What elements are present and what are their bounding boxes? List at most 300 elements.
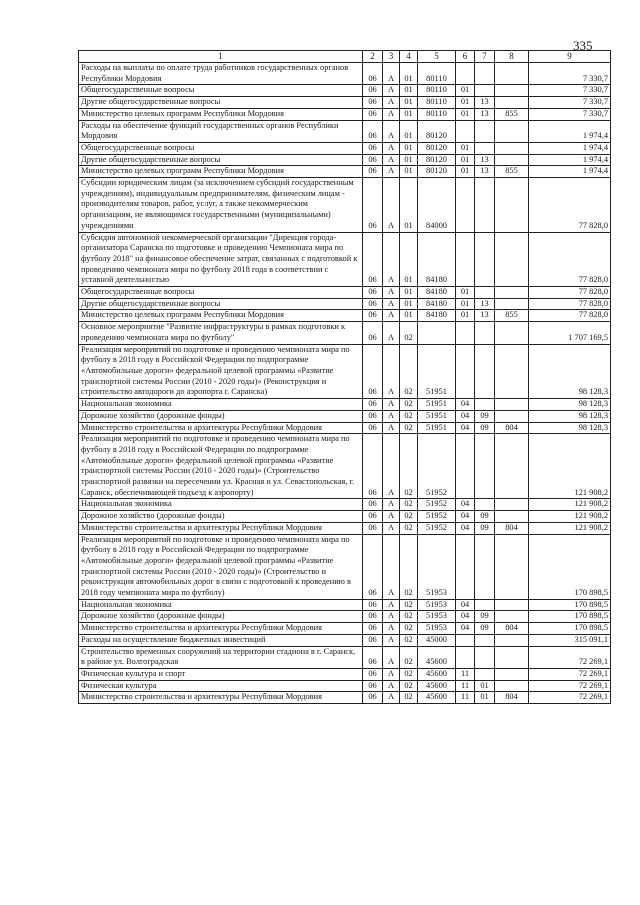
cell-col-subprogram-code: 01 <box>400 154 418 166</box>
cell-col-amount: 121 908,2 <box>529 522 611 534</box>
cell-col-amount: 98 128,3 <box>529 410 611 422</box>
header-col-ministry-code: 2 <box>363 51 383 63</box>
cell-col-name: Дорожное хозяйство (дорожные фонды) <box>79 511 363 523</box>
table-row <box>79 399 611 411</box>
cell-col-expense-code: 80110 <box>418 63 456 85</box>
cell-col-name: Министерство целевых программ Республики Мордовия <box>79 108 363 120</box>
cell-col-subprogram-code: 02 <box>400 534 418 599</box>
header-col-department: 8 <box>495 51 529 63</box>
table-row <box>79 692 611 704</box>
cell-col-subsection <box>475 344 495 399</box>
cell-col-subsection: 09 <box>475 611 495 623</box>
cell-col-amount: 77 828,0 <box>529 178 611 233</box>
cell-col-name: Дорожное хозяйство (дорожные фонды) <box>79 410 363 422</box>
cell-col-program-code: А <box>383 120 400 142</box>
cell-col-ministry-code: 06 <box>363 692 383 704</box>
cell-col-program-code: А <box>383 63 400 85</box>
table-row <box>79 85 611 97</box>
cell-col-name: Реализация мероприятий по подготовке и проведению чемпионата мира по футболу в 2018 году в Российской Федерации по подпрограмме «Автомобильные дороги» федеральной целевой программы «Развитие транспортной системы России (2010 - 2020 годы)» (Реконструкция и строительство автодороги до аэропорта г. Саранска) <box>79 344 363 399</box>
cell-col-expense-code: 84180 <box>418 310 456 322</box>
cell-col-section <box>456 178 475 233</box>
table-row <box>79 322 611 344</box>
cell-col-subsection <box>475 399 495 411</box>
cell-col-amount: 98 128,3 <box>529 422 611 434</box>
cell-col-subsection: 13 <box>475 108 495 120</box>
table-row <box>79 623 611 635</box>
cell-col-subprogram-code: 01 <box>400 287 418 299</box>
cell-col-amount: 7 330,7 <box>529 85 611 97</box>
cell-col-department: 804 <box>495 422 529 434</box>
table-row <box>79 178 611 233</box>
cell-col-name: Другие общегосударственные вопросы <box>79 154 363 166</box>
cell-col-subsection <box>475 120 495 142</box>
cell-col-ministry-code: 06 <box>363 344 383 399</box>
table-row <box>79 298 611 310</box>
header-col-name: 1 <box>79 51 363 63</box>
cell-col-amount: 98 128,3 <box>529 399 611 411</box>
table-row <box>79 668 611 680</box>
table-body <box>79 63 611 704</box>
cell-col-subsection: 01 <box>475 692 495 704</box>
cell-col-program-code: А <box>383 434 400 499</box>
cell-col-ministry-code: 06 <box>363 178 383 233</box>
cell-col-name: Национальная экономика <box>79 599 363 611</box>
cell-col-subsection <box>475 322 495 344</box>
cell-col-program-code: А <box>383 108 400 120</box>
cell-col-ministry-code: 06 <box>363 499 383 511</box>
cell-col-subprogram-code: 01 <box>400 97 418 109</box>
cell-col-program-code: А <box>383 142 400 154</box>
cell-col-subprogram-code: 01 <box>400 232 418 287</box>
cell-col-section: 01 <box>456 287 475 299</box>
cell-col-name: Общегосударственные вопросы <box>79 142 363 154</box>
cell-col-amount: 72 269,1 <box>529 692 611 704</box>
cell-col-subprogram-code: 02 <box>400 399 418 411</box>
cell-col-department <box>495 298 529 310</box>
cell-col-department <box>495 668 529 680</box>
cell-col-subsection: 09 <box>475 522 495 534</box>
cell-col-program-code: А <box>383 623 400 635</box>
cell-col-expense-code: 51951 <box>418 422 456 434</box>
cell-col-expense-code: 45600 <box>418 692 456 704</box>
cell-col-expense-code: 51953 <box>418 611 456 623</box>
cell-col-department <box>495 599 529 611</box>
cell-col-name: Строительство временных сооружений на территории стадиона в г. Саранск, в районе ул. Волгоградская <box>79 646 363 668</box>
cell-col-section: 04 <box>456 611 475 623</box>
table-row <box>79 97 611 109</box>
cell-col-section <box>456 322 475 344</box>
cell-col-amount: 170 898,5 <box>529 623 611 635</box>
table-row <box>79 522 611 534</box>
cell-col-subsection: 01 <box>475 680 495 692</box>
cell-col-expense-code: 45000 <box>418 634 456 646</box>
cell-col-department <box>495 399 529 411</box>
cell-col-name: Физическая культура <box>79 680 363 692</box>
cell-col-section <box>456 534 475 599</box>
cell-col-amount: 77 828,0 <box>529 310 611 322</box>
cell-col-ministry-code: 06 <box>363 522 383 534</box>
cell-col-amount: 72 269,1 <box>529 646 611 668</box>
cell-col-amount: 121 908,2 <box>529 499 611 511</box>
cell-col-subprogram-code: 02 <box>400 646 418 668</box>
cell-col-ministry-code: 06 <box>363 611 383 623</box>
cell-col-department: 804 <box>495 522 529 534</box>
cell-col-ministry-code: 06 <box>363 108 383 120</box>
cell-col-subsection: 13 <box>475 310 495 322</box>
cell-col-subsection: 13 <box>475 298 495 310</box>
cell-col-program-code: А <box>383 85 400 97</box>
table-row <box>79 63 611 85</box>
header-col-amount: 9 <box>529 51 611 63</box>
cell-col-program-code: А <box>383 511 400 523</box>
cell-col-expense-code: 80120 <box>418 142 456 154</box>
cell-col-amount: 1 974,4 <box>529 120 611 142</box>
cell-col-program-code: А <box>383 310 400 322</box>
cell-col-program-code: А <box>383 680 400 692</box>
cell-col-department: 804 <box>495 692 529 704</box>
cell-col-amount: 121 908,2 <box>529 434 611 499</box>
cell-col-name: Министерство строительства и архитектуры Республики Мордовия <box>79 522 363 534</box>
cell-col-section: 11 <box>456 680 475 692</box>
cell-col-section: 04 <box>456 511 475 523</box>
cell-col-name: Расходы на обеспечение функций государственных органов Республики Мордовия <box>79 120 363 142</box>
cell-col-name: Реализация мероприятий по подготовке и проведению чемпионата мира по футболу в 2018 году в Российской Федерации по подпрограмме «Автомобильные дороги» федеральной целевой программы «Развитие транспортной системы России (2010 - 2020 годы)» (Строительство и реконструкция автомобильных дорог в связи с подготовкой к проведению в 2018 году чемпионата мира по футболу) <box>79 534 363 599</box>
cell-col-subprogram-code: 02 <box>400 680 418 692</box>
cell-col-ministry-code: 06 <box>363 511 383 523</box>
cell-col-ministry-code: 06 <box>363 298 383 310</box>
cell-col-subprogram-code: 02 <box>400 634 418 646</box>
table-row <box>79 410 611 422</box>
cell-col-ministry-code: 06 <box>363 434 383 499</box>
cell-col-program-code: А <box>383 322 400 344</box>
cell-col-subsection <box>475 85 495 97</box>
table-row <box>79 154 611 166</box>
cell-col-section: 01 <box>456 166 475 178</box>
table-bottom-spacer-row <box>79 704 611 719</box>
cell-col-ministry-code: 06 <box>363 422 383 434</box>
cell-col-section <box>456 63 475 85</box>
cell-col-department <box>495 534 529 599</box>
cell-col-amount: 1 974,4 <box>529 142 611 154</box>
cell-col-name: Министерство строительства и архитектуры Республики Мордовия <box>79 422 363 434</box>
cell-col-ministry-code: 06 <box>363 322 383 344</box>
cell-col-ministry-code: 06 <box>363 646 383 668</box>
cell-col-section <box>456 120 475 142</box>
cell-col-subprogram-code: 02 <box>400 522 418 534</box>
table-row <box>79 499 611 511</box>
cell-col-program-code: А <box>383 692 400 704</box>
cell-col-subsection: 09 <box>475 623 495 635</box>
cell-col-section: 01 <box>456 108 475 120</box>
cell-col-subprogram-code: 02 <box>400 623 418 635</box>
cell-col-section <box>456 634 475 646</box>
cell-col-expense-code: 51951 <box>418 410 456 422</box>
table-row <box>79 634 611 646</box>
cell-col-department <box>495 344 529 399</box>
cell-col-name: Министерство целевых программ Республики Мордовия <box>79 166 363 178</box>
cell-col-subsection <box>475 434 495 499</box>
cell-col-department <box>495 178 529 233</box>
cell-col-subprogram-code: 02 <box>400 422 418 434</box>
cell-col-amount: 72 269,1 <box>529 680 611 692</box>
cell-col-program-code: А <box>383 166 400 178</box>
cell-col-subprogram-code: 01 <box>400 63 418 85</box>
cell-col-amount: 315 091,1 <box>529 634 611 646</box>
cell-col-department <box>495 634 529 646</box>
cell-col-expense-code: 80120 <box>418 154 456 166</box>
cell-col-department <box>495 410 529 422</box>
cell-col-name: Национальная экономика <box>79 499 363 511</box>
cell-col-section: 04 <box>456 599 475 611</box>
cell-col-ministry-code: 06 <box>363 668 383 680</box>
cell-col-department: 855 <box>495 108 529 120</box>
cell-col-amount: 170 898,5 <box>529 599 611 611</box>
header-col-expense-code: 5 <box>418 51 456 63</box>
cell-col-expense-code: 84180 <box>418 232 456 287</box>
cell-col-program-code: А <box>383 232 400 287</box>
table-row <box>79 680 611 692</box>
cell-col-subsection: 09 <box>475 410 495 422</box>
table-row <box>79 646 611 668</box>
cell-col-expense-code: 80110 <box>418 108 456 120</box>
cell-col-department <box>495 611 529 623</box>
budget-table <box>78 50 611 718</box>
cell-col-expense-code: 80110 <box>418 97 456 109</box>
table-row <box>79 287 611 299</box>
cell-col-expense-code: 80110 <box>418 85 456 97</box>
cell-col-department <box>495 680 529 692</box>
table-row <box>79 534 611 599</box>
cell-col-name: Реализация мероприятий по подготовке и проведению чемпионата мира по футболу в 2018 году в Российской Федерации по подпрограмме «Автомобильные дороги» федеральной целевой программы «Развитие транспортной системы России (2010 - 2020 годы)» (Строительство транспортной развязки на пересечении ул. Красная и ул. Севастопольская, г. Саранск, обеспечивающей подъезд к аэропорту) <box>79 434 363 499</box>
cell-col-section: 04 <box>456 399 475 411</box>
cell-col-ministry-code: 06 <box>363 142 383 154</box>
cell-col-department <box>495 499 529 511</box>
cell-col-section <box>456 434 475 499</box>
cell-col-section: 04 <box>456 422 475 434</box>
cell-col-subsection <box>475 63 495 85</box>
cell-col-expense-code: 84180 <box>418 298 456 310</box>
cell-col-subsection <box>475 499 495 511</box>
cell-col-department <box>495 232 529 287</box>
cell-col-department <box>495 434 529 499</box>
cell-col-subprogram-code: 02 <box>400 344 418 399</box>
cell-col-expense-code: 51951 <box>418 344 456 399</box>
cell-col-program-code: А <box>383 522 400 534</box>
cell-col-program-code: А <box>383 599 400 611</box>
cell-col-department <box>495 142 529 154</box>
cell-col-section: 01 <box>456 97 475 109</box>
cell-col-expense-code: 51952 <box>418 522 456 534</box>
table-row <box>79 232 611 287</box>
cell-col-department: 855 <box>495 166 529 178</box>
cell-col-expense-code: 45600 <box>418 680 456 692</box>
cell-col-expense-code: 84000 <box>418 178 456 233</box>
cell-col-subprogram-code: 01 <box>400 166 418 178</box>
cell-col-program-code: А <box>383 668 400 680</box>
cell-col-name: Другие общегосударственные вопросы <box>79 97 363 109</box>
cell-col-subprogram-code: 02 <box>400 499 418 511</box>
cell-col-ministry-code: 06 <box>363 166 383 178</box>
cell-col-expense-code: 51952 <box>418 511 456 523</box>
cell-col-section <box>456 344 475 399</box>
cell-col-ministry-code: 06 <box>363 120 383 142</box>
cell-col-name: Министерство строительства и архитектуры Республики Мордовия <box>79 623 363 635</box>
cell-col-subprogram-code: 01 <box>400 298 418 310</box>
cell-col-subsection: 09 <box>475 511 495 523</box>
cell-col-subsection <box>475 534 495 599</box>
cell-col-amount: 1 974,4 <box>529 154 611 166</box>
cell-col-subsection: 09 <box>475 422 495 434</box>
cell-col-program-code: А <box>383 634 400 646</box>
cell-col-department <box>495 287 529 299</box>
cell-col-program-code: А <box>383 344 400 399</box>
header-col-subprogram-code: 4 <box>400 51 418 63</box>
cell-col-section: 01 <box>456 310 475 322</box>
cell-col-name: Общегосударственные вопросы <box>79 287 363 299</box>
cell-col-amount: 7 330,7 <box>529 97 611 109</box>
cell-col-section: 01 <box>456 154 475 166</box>
cell-col-expense-code <box>418 322 456 344</box>
cell-col-name: Расходы на осуществление бюджетных инвестиций <box>79 634 363 646</box>
cell-col-subprogram-code: 02 <box>400 410 418 422</box>
cell-col-department <box>495 154 529 166</box>
cell-col-department <box>495 97 529 109</box>
cell-col-amount: 121 908,2 <box>529 511 611 523</box>
cell-col-subsection: 13 <box>475 154 495 166</box>
cell-col-ministry-code: 06 <box>363 85 383 97</box>
cell-col-expense-code: 80120 <box>418 166 456 178</box>
cell-col-ministry-code: 06 <box>363 287 383 299</box>
cell-col-subsection <box>475 646 495 668</box>
cell-col-subsection <box>475 142 495 154</box>
cell-col-subsection <box>475 599 495 611</box>
cell-col-ministry-code: 06 <box>363 410 383 422</box>
cell-col-subprogram-code: 02 <box>400 599 418 611</box>
cell-col-amount: 77 828,0 <box>529 298 611 310</box>
cell-col-subprogram-code: 01 <box>400 120 418 142</box>
cell-col-department: 804 <box>495 623 529 635</box>
cell-col-ministry-code: 06 <box>363 634 383 646</box>
cell-col-expense-code: 45600 <box>418 668 456 680</box>
table-row <box>79 434 611 499</box>
cell-col-subsection <box>475 634 495 646</box>
cell-col-program-code: А <box>383 399 400 411</box>
cell-col-amount: 170 898,5 <box>529 611 611 623</box>
cell-col-amount: 7 330,7 <box>529 108 611 120</box>
cell-col-ministry-code: 06 <box>363 534 383 599</box>
cell-col-department <box>495 511 529 523</box>
cell-col-program-code: А <box>383 287 400 299</box>
cell-col-amount: 77 828,0 <box>529 287 611 299</box>
cell-col-program-code: А <box>383 410 400 422</box>
cell-col-expense-code: 51952 <box>418 499 456 511</box>
cell-col-subsection <box>475 668 495 680</box>
cell-col-department <box>495 322 529 344</box>
cell-col-ministry-code: 06 <box>363 154 383 166</box>
cell-col-section: 11 <box>456 668 475 680</box>
table-row <box>79 611 611 623</box>
cell-col-section: 04 <box>456 623 475 635</box>
cell-col-department <box>495 63 529 85</box>
cell-col-subprogram-code: 01 <box>400 178 418 233</box>
cell-col-subprogram-code: 02 <box>400 668 418 680</box>
cell-col-ministry-code: 06 <box>363 680 383 692</box>
cell-col-ministry-code: 06 <box>363 310 383 322</box>
cell-col-amount: 1 707 169,5 <box>529 322 611 344</box>
cell-col-subsection <box>475 178 495 233</box>
table-row <box>79 120 611 142</box>
cell-col-subprogram-code: 01 <box>400 108 418 120</box>
cell-col-amount: 1 974,4 <box>529 166 611 178</box>
table-row <box>79 422 611 434</box>
cell-col-name: Министерство целевых программ Республики Мордовия <box>79 310 363 322</box>
cell-col-section: 01 <box>456 298 475 310</box>
cell-col-department: 855 <box>495 310 529 322</box>
cell-col-amount: 77 828,0 <box>529 232 611 287</box>
header-col-program-code: 3 <box>383 51 400 63</box>
cell-col-expense-code: 51953 <box>418 599 456 611</box>
cell-col-department <box>495 120 529 142</box>
cell-col-ministry-code: 06 <box>363 232 383 287</box>
cell-col-section: 01 <box>456 85 475 97</box>
cell-col-department <box>495 646 529 668</box>
table-row <box>79 310 611 322</box>
cell-col-expense-code: 51953 <box>418 623 456 635</box>
cell-col-program-code: А <box>383 611 400 623</box>
cell-col-expense-code: 84180 <box>418 287 456 299</box>
cell-col-name: Физическая культура и спорт <box>79 668 363 680</box>
table-header-row <box>79 51 611 63</box>
cell-col-expense-code: 51952 <box>418 434 456 499</box>
cell-col-program-code: А <box>383 178 400 233</box>
cell-col-section: 04 <box>456 522 475 534</box>
cell-col-program-code: А <box>383 534 400 599</box>
cell-col-expense-code: 45600 <box>418 646 456 668</box>
cell-col-ministry-code: 06 <box>363 623 383 635</box>
cell-col-subprogram-code: 01 <box>400 310 418 322</box>
cell-col-name: Субсидии юридическим лицам (за исключением субсидий государственным учреждениям), индивидуальным предпринимателям, физическим лицам - производителям товаров, работ, услуг, а также некоммерческим организациям, не являющимся государственными (муниципальными) учреждениями <box>79 178 363 233</box>
cell-col-program-code: А <box>383 422 400 434</box>
cell-col-ministry-code: 06 <box>363 97 383 109</box>
cell-col-ministry-code: 06 <box>363 63 383 85</box>
cell-col-section: 11 <box>456 692 475 704</box>
table-row <box>79 166 611 178</box>
cell-col-program-code: А <box>383 499 400 511</box>
cell-col-amount: 72 269,1 <box>529 668 611 680</box>
cell-col-subprogram-code: 02 <box>400 692 418 704</box>
header-col-subsection: 7 <box>475 51 495 63</box>
cell-col-program-code: А <box>383 154 400 166</box>
page-number: 335 <box>573 38 593 53</box>
cell-col-program-code: А <box>383 298 400 310</box>
cell-col-expense-code: 51953 <box>418 534 456 599</box>
table-row <box>79 511 611 523</box>
table-row <box>79 344 611 399</box>
cell-col-amount: 170 898,5 <box>529 534 611 599</box>
cell-col-subsection <box>475 287 495 299</box>
cell-col-name: Основное мероприятие "Развитие инфраструктуры в рамках подготовки к проведению чемпионата мира по футболу" <box>79 322 363 344</box>
cell-col-name: Расходы на выплаты по оплате труда работников государственных органов Республики Мордовия <box>79 63 363 85</box>
cell-col-subprogram-code: 02 <box>400 511 418 523</box>
cell-col-subprogram-code: 01 <box>400 142 418 154</box>
cell-col-subsection: 13 <box>475 97 495 109</box>
cell-col-section <box>456 232 475 287</box>
cell-col-name: Национальная экономика <box>79 399 363 411</box>
table-row <box>79 142 611 154</box>
cell-col-subprogram-code: 02 <box>400 322 418 344</box>
cell-col-section: 01 <box>456 142 475 154</box>
cell-col-department <box>495 85 529 97</box>
